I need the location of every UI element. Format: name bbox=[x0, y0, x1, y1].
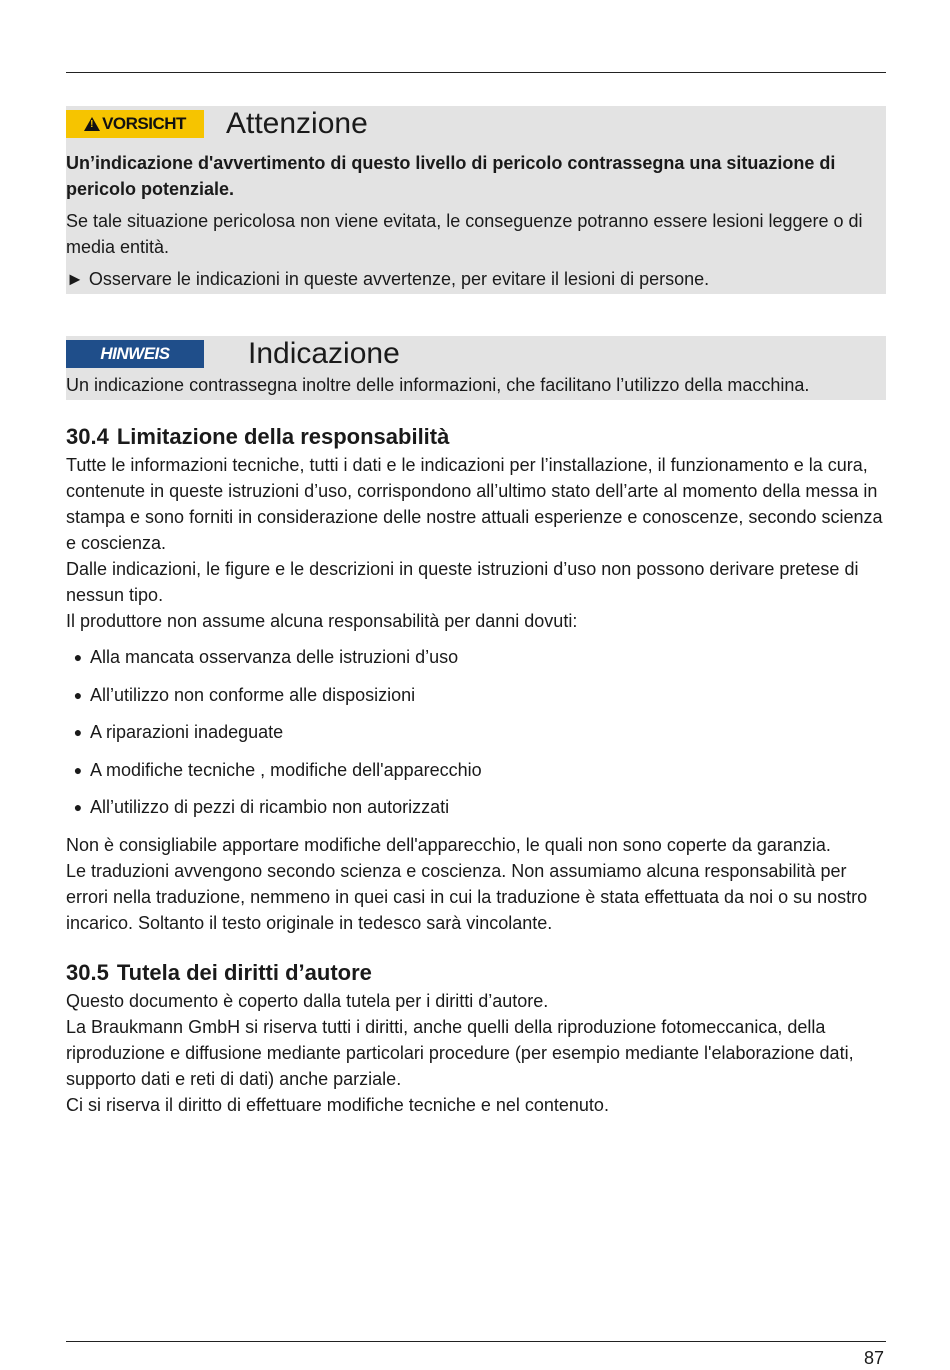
caution-callout bbox=[66, 106, 886, 294]
caution-bold-text: Un’indicazione d'avvertimento di questo livello di pericolo contrassegna una situazione di pericolo potenziale. bbox=[66, 153, 836, 199]
notice-title: Indicazione bbox=[248, 337, 400, 370]
section-title: Limitazione della responsabilità bbox=[116, 424, 450, 449]
page-content bbox=[66, 106, 886, 1118]
paragraph: La Braukmann GmbH si riserva tutti i diritti, anche quelli della riproduzione fotomeccanica, della riproduzione e diffusione mediante particolari procedure (per esempio mediante l'elaborazione dati, supporto dati e reti di dati) anche parziale. bbox=[66, 1016, 854, 1089]
footer-rule bbox=[66, 1341, 886, 1342]
list-item bbox=[66, 794, 886, 820]
section-30-4 bbox=[66, 422, 886, 936]
caution-badge-label: VORSICHT bbox=[102, 114, 186, 133]
bullet-icon: ● bbox=[73, 686, 83, 703]
list-item bbox=[66, 719, 886, 745]
list-item-text: Alla mancata osservanza delle istruzioni d’uso bbox=[90, 647, 459, 667]
notice-header bbox=[66, 336, 886, 372]
section-30-4-heading bbox=[66, 422, 886, 452]
list-item bbox=[66, 757, 886, 783]
section-title: Tutela dei diritti d’autore bbox=[116, 959, 372, 985]
bullet-icon: ● bbox=[73, 799, 83, 815]
list-item-text: A modifiche tecniche , modifiche dell'apparecchio bbox=[90, 759, 482, 780]
paragraph: Questo documento è coperto dalla tutela per i diritti d’autore. bbox=[66, 990, 549, 1011]
section-number: 30.5 bbox=[66, 959, 109, 985]
header-rule bbox=[66, 72, 886, 73]
list-item-text: All’utilizzo di pezzi di ricambio non autorizzati bbox=[90, 797, 450, 817]
section-30-5 bbox=[66, 958, 886, 1118]
bullet-icon: ● bbox=[73, 724, 83, 740]
list-item bbox=[66, 682, 886, 708]
caution-action: ► Osservare le indicazioni in queste avvertenze, per evitare il lesioni di persone. bbox=[66, 269, 710, 289]
paragraph: Non è consigliabile apportare modifiche dell'apparecchio, le quali non sono coperte da garanzia. bbox=[66, 834, 831, 855]
warning-triangle-icon bbox=[84, 117, 100, 131]
section-number: 30.4 bbox=[66, 424, 109, 449]
paragraph: Dalle indicazioni, le figure e le descrizioni in queste istruzioni d’uso non possono derivare pretese di nessun tipo. bbox=[66, 559, 859, 605]
list-item-text: A riparazioni inadeguate bbox=[90, 722, 284, 742]
page-number: 87 bbox=[863, 1348, 884, 1368]
paragraph: Il produttore non assume alcuna responsabilità per danni dovuti: bbox=[66, 611, 578, 631]
liability-list bbox=[66, 644, 886, 820]
paragraph: Tutte le informazioni tecniche, tutti i dati e le indicazioni per l’installazione, il funzionamento e la cura, contenute in queste istruzioni d’uso, corrispondono all’ultimo stato dell’arte al momento della messa in stampa e sono forniti in considerazione delle nostre attuali esperienze e conoscenze, secondo scienza e coscienza. bbox=[66, 455, 883, 553]
section-30-5-heading bbox=[66, 958, 886, 988]
caution-header bbox=[66, 106, 886, 142]
caution-badge bbox=[66, 110, 204, 138]
list-item-text: All’utilizzo non conforme alle disposizioni bbox=[90, 684, 416, 705]
paragraph: Ci si riserva il diritto di effettuare modifiche tecniche e nel contenuto. bbox=[66, 1094, 609, 1115]
notice-text: Un indicazione contrassegna inoltre delle informazioni, che facilitano l’utilizzo della macchina. bbox=[66, 375, 810, 395]
bullet-icon: ● bbox=[73, 761, 83, 778]
paragraph: Le traduzioni avvengono secondo scienza e coscienza. Non assumiamo alcuna responsabilità per errori nella traduzione, nemmeno in quei casi in cui la traduzione è stata effettuata da noi o su nostro incarico. Soltanto il testo originale in tedesco sarà vincolante. bbox=[66, 860, 868, 933]
notice-badge: HINWEIS bbox=[66, 340, 204, 368]
bullet-icon: ● bbox=[73, 649, 83, 665]
notice-callout bbox=[66, 336, 886, 400]
caution-text: Se tale situazione pericolosa non viene evitata, le conseguenze potranno essere lesioni leggere o di media entità. bbox=[66, 211, 863, 257]
caution-title: Attenzione bbox=[226, 107, 368, 140]
list-item bbox=[66, 644, 886, 670]
